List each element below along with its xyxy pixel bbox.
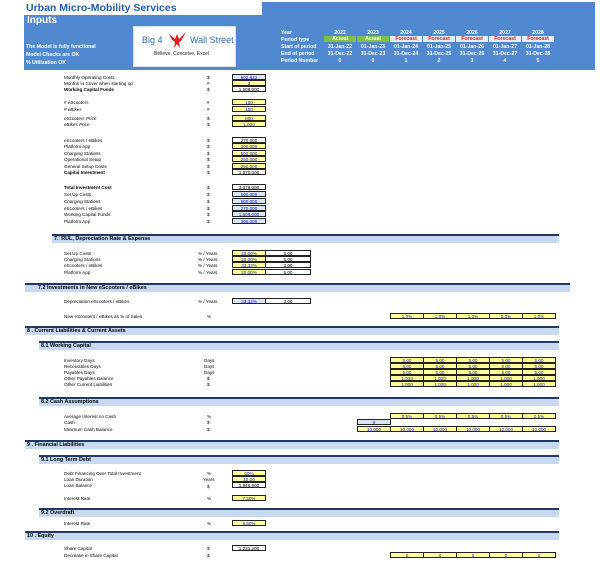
period-type-2024: Forecast bbox=[390, 36, 422, 42]
row-label: Other Current Liabilities bbox=[64, 382, 113, 387]
row-unit: $ bbox=[207, 164, 210, 169]
row-unit: % bbox=[207, 471, 212, 476]
wc-cell[interactable]: 5.00 bbox=[390, 363, 424, 369]
row-label: Months to Cover when starting up bbox=[64, 81, 133, 86]
loan-interest-rate-cell[interactable]: 7.50% bbox=[232, 495, 266, 501]
row-unit: $ bbox=[207, 192, 210, 197]
period-number-2027: 4 bbox=[503, 58, 507, 64]
row-unit: $ bbox=[207, 427, 210, 432]
row-label: eScooters / eBikes bbox=[64, 138, 103, 143]
row-label: Set Up Costs bbox=[64, 192, 92, 197]
row-unit: % bbox=[207, 314, 212, 319]
row-unit: % / Years bbox=[198, 251, 218, 256]
start-2028: 01-Jan-28 bbox=[526, 44, 550, 50]
working-capital-funds-cell[interactable]: 1,508,000 bbox=[232, 86, 266, 92]
new-pct-2025-cell[interactable]: 1.0% bbox=[423, 313, 457, 319]
escooters-ebikes-cost-cell[interactable]: 270,000 bbox=[232, 137, 266, 143]
label-start-period: Start of period bbox=[281, 44, 317, 50]
row-unit: % bbox=[207, 496, 212, 501]
logo-text-right: Wall Street bbox=[190, 35, 234, 45]
row-unit: $ bbox=[207, 546, 210, 551]
row-unit: $ bbox=[207, 185, 210, 190]
rate-cell[interactable]: 33.33% bbox=[232, 262, 266, 268]
row-label: Loan Duration bbox=[64, 477, 93, 482]
wc-cell[interactable]: 1,000 bbox=[423, 375, 457, 381]
row-unit: $ bbox=[207, 122, 210, 127]
escooters-ebikes-total-cell[interactable]: 270,000 bbox=[232, 205, 266, 211]
row-label: Decrease in Share Capital bbox=[64, 553, 118, 558]
min-cash-cell[interactable]: 10,000 bbox=[390, 426, 424, 432]
years-cell[interactable]: 5.00 bbox=[265, 256, 311, 262]
year-2025: 2025 bbox=[433, 30, 445, 36]
row-label: Debt Financing Over Total Investment bbox=[64, 471, 141, 476]
row-label: Minimum Cash Balance bbox=[64, 427, 113, 432]
end-2025: 31-Dec-25 bbox=[426, 51, 452, 57]
row-unit: Days bbox=[204, 358, 215, 363]
platform-app-cell[interactable]: 300,000 bbox=[232, 143, 266, 149]
wc-cell[interactable]: 1,000 bbox=[390, 381, 424, 387]
period-number-2023: 0 bbox=[371, 58, 375, 64]
years-cell[interactable]: 5.00 bbox=[265, 250, 311, 256]
decrease-share-capital-cell[interactable]: 0 bbox=[423, 552, 457, 558]
months-to-cover-cell[interactable]: 3 bbox=[232, 80, 266, 86]
row-label: General Setup Costs bbox=[64, 164, 107, 169]
end-2026: 31-Dec-26 bbox=[459, 51, 485, 57]
min-cash-cell[interactable]: 10,000 bbox=[456, 426, 490, 432]
working-capital-total-cell[interactable]: 1,508,000 bbox=[232, 211, 266, 217]
row-label: New eScooters / eBikes as % of Sales bbox=[64, 314, 143, 319]
period-number-2025: 2 bbox=[437, 58, 441, 64]
row-unit: $ bbox=[207, 420, 210, 425]
wc-cell[interactable]: 1,000 bbox=[489, 381, 523, 387]
row-label: Monthly Operating Costs bbox=[64, 75, 115, 80]
end-2027: 31-Dec-27 bbox=[492, 51, 518, 57]
row-unit: # bbox=[207, 107, 210, 112]
depreciation-rate-cell[interactable]: 33.33% bbox=[232, 298, 266, 304]
opening-cash-cell[interactable]: 0 bbox=[357, 419, 391, 425]
section-10-header: 10 . Equity bbox=[25, 531, 559, 540]
row-label: Interest Rate bbox=[64, 521, 91, 526]
escooters-count-cell[interactable]: 150 bbox=[232, 99, 266, 105]
rate-cell[interactable]: 20.00% bbox=[232, 256, 266, 262]
cash-interest-cell[interactable]: 0.5% bbox=[489, 413, 523, 419]
period-type-2022: Actual bbox=[324, 36, 356, 42]
wc-cell[interactable]: 5.00 bbox=[489, 363, 523, 369]
end-2023: 31-Dec-23 bbox=[360, 51, 386, 57]
label-period-number: Period Number bbox=[281, 58, 319, 64]
company-logo bbox=[133, 26, 236, 67]
row-label: Charging Stations bbox=[64, 257, 101, 262]
section-8-header: 8 . Current Liabilities & Current Assets bbox=[25, 326, 559, 335]
start-2026: 01-Jan-26 bbox=[460, 44, 484, 50]
year-2023: 2023 bbox=[367, 30, 379, 36]
wc-cell[interactable]: 1,000 bbox=[522, 381, 556, 387]
logo-tagline: Believe, Conceive, Excel bbox=[154, 51, 210, 57]
section-7-1-header: 7.' RUL, Depreciation Rate & Expense bbox=[52, 234, 559, 243]
wc-cell[interactable]: 5.00 bbox=[390, 369, 424, 375]
rate-cell[interactable]: 20.00% bbox=[232, 269, 266, 275]
wc-cell[interactable]: 5.00 bbox=[456, 357, 490, 363]
monthly-operating-costs-cell[interactable]: 502,822 bbox=[232, 74, 266, 80]
row-label: # eBikes bbox=[64, 107, 82, 112]
row-unit: % / Years bbox=[198, 299, 218, 304]
status-model-checks: Model Checks are OK bbox=[26, 52, 80, 58]
loan-balance-cell[interactable]: 1,846,800 bbox=[232, 482, 266, 488]
row-unit: $ bbox=[207, 138, 210, 143]
years-cell[interactable]: 5.00 bbox=[265, 269, 311, 275]
year-2022: 2022 bbox=[334, 30, 346, 36]
section-9-2-header: 9.2 Overdraft bbox=[39, 508, 559, 517]
row-label: Charging Stations bbox=[64, 199, 101, 204]
row-unit: $ bbox=[207, 206, 210, 211]
decrease-share-capital-cell[interactable]: 0 bbox=[456, 552, 490, 558]
charging-stations-total-cell[interactable]: 500,000 bbox=[232, 198, 266, 204]
row-label: Receivables Days bbox=[64, 364, 101, 369]
row-unit: % bbox=[207, 414, 212, 419]
row-label: Working Capital Funds bbox=[64, 87, 114, 92]
period-number-2028: 5 bbox=[536, 58, 540, 64]
row-label: eBikes Price bbox=[64, 122, 90, 127]
section-8-1-header: 8.1 Working Capital bbox=[39, 341, 559, 350]
section-7-2-header: 7.2 Investments in New eScooters / eBikes bbox=[25, 283, 570, 292]
sheet-title: Inputs bbox=[27, 15, 57, 26]
ebikes-price-cell[interactable]: 1,000 bbox=[232, 121, 266, 127]
start-2025: 01-Jan-25 bbox=[427, 44, 451, 50]
row-label: Working Capital Funds bbox=[64, 212, 111, 217]
ebikes-count-cell[interactable]: 150 bbox=[232, 106, 266, 112]
decrease-share-capital-cell[interactable]: 0 bbox=[390, 552, 424, 558]
wc-cell[interactable]: 5.00 bbox=[522, 357, 556, 363]
row-unit: $ bbox=[207, 199, 210, 204]
share-capital-cell[interactable]: 1,231,200 bbox=[232, 545, 266, 551]
row-unit: $ bbox=[207, 87, 210, 92]
year-2024: 2024 bbox=[400, 30, 412, 36]
row-label: Platform App bbox=[64, 144, 91, 149]
cash-interest-cell[interactable]: 0.5% bbox=[456, 413, 490, 419]
end-2024: 31-Dec-24 bbox=[393, 51, 419, 57]
row-unit: % / Years bbox=[198, 257, 218, 262]
row-label: eScooters Price bbox=[64, 116, 97, 121]
wc-cell[interactable]: 5.00 bbox=[522, 363, 556, 369]
new-pct-2027-cell[interactable]: 5.0% bbox=[489, 313, 523, 319]
period-number-2022: 0 bbox=[338, 58, 342, 64]
label-period-type: Period type bbox=[281, 37, 310, 43]
company-title: Urban Micro-Mobility Services bbox=[26, 2, 177, 14]
row-unit: % / Years bbox=[198, 263, 218, 268]
start-2022: 31-Jan-22 bbox=[328, 44, 352, 50]
row-unit: $ bbox=[207, 157, 210, 162]
wc-cell[interactable]: 5.00 bbox=[522, 369, 556, 375]
wc-cell[interactable]: 1,000 bbox=[456, 381, 490, 387]
row-label: eScooters / eBikes bbox=[64, 263, 103, 268]
wc-cell[interactable]: 5.00 bbox=[423, 363, 457, 369]
row-label: Inventory Days bbox=[64, 358, 95, 363]
escooters-price-cell[interactable]: 800 bbox=[232, 115, 266, 121]
wc-cell[interactable]: 1,000 bbox=[423, 381, 457, 387]
period-type-2028: Forecast bbox=[522, 36, 554, 42]
eagle-icon bbox=[167, 30, 187, 50]
wc-cell[interactable]: 5.00 bbox=[489, 357, 523, 363]
cash-interest-cell[interactable]: 0.5% bbox=[390, 413, 424, 419]
row-label: Platform App bbox=[64, 270, 91, 275]
row-unit: # bbox=[207, 81, 210, 86]
year-2028: 2028 bbox=[532, 30, 544, 36]
wc-cell[interactable]: 5.00 bbox=[456, 363, 490, 369]
period-type-2025: Forecast bbox=[423, 36, 455, 42]
wc-cell[interactable]: 1,000 bbox=[522, 375, 556, 381]
row-unit: $ bbox=[207, 219, 210, 224]
status-model-functional: The Model is fully functional bbox=[26, 44, 96, 50]
period-type-2027: Forecast bbox=[489, 36, 521, 42]
row-label: Total Investment Cost bbox=[64, 185, 112, 190]
row-label: Cash bbox=[64, 420, 75, 425]
row-unit: % / Years bbox=[198, 270, 218, 275]
status-utilization: % Utilization OK bbox=[26, 60, 67, 66]
capital-investment-cell[interactable]: 1,570,000 bbox=[232, 169, 266, 175]
label-end-period: End of period bbox=[281, 51, 315, 57]
row-label: Loan Balance bbox=[64, 483, 93, 488]
row-label: Interest Rate bbox=[64, 496, 91, 501]
row-unit: Days bbox=[204, 370, 215, 375]
row-label: Charging Stations bbox=[64, 151, 101, 156]
row-unit: $ bbox=[207, 553, 210, 558]
depreciation-years-cell[interactable]: 3.00 bbox=[265, 298, 311, 304]
min-cash-cell[interactable]: 10,000 bbox=[423, 426, 457, 432]
wc-cell[interactable]: 1,000 bbox=[456, 375, 490, 381]
start-2023: 01-Jan-23 bbox=[361, 44, 385, 50]
rate-cell[interactable]: 20.00% bbox=[232, 250, 266, 256]
period-number-2024: 1 bbox=[404, 58, 408, 64]
label-year: Year bbox=[281, 30, 292, 36]
new-pct-2024-cell[interactable]: 1.0% bbox=[390, 313, 424, 319]
min-cash-cell[interactable]: 10,000 bbox=[489, 426, 523, 432]
row-label: eScooters / eBikes bbox=[64, 206, 103, 211]
row-label: Set Up Costs bbox=[64, 251, 92, 256]
start-2024: 01-Jan-24 bbox=[394, 44, 418, 50]
debt-financing-cell[interactable]: 60% bbox=[232, 470, 266, 476]
row-label: Capital Investment bbox=[64, 170, 105, 175]
period-type-2026: Forecast bbox=[456, 36, 488, 42]
row-unit: % bbox=[207, 521, 212, 526]
cash-interest-cell[interactable]: 0.5% bbox=[423, 413, 457, 419]
operational-setup-cell[interactable]: 250,000 bbox=[232, 156, 266, 162]
overdraft-rate-cell[interactable]: 8.50% bbox=[232, 520, 266, 526]
new-pct-2028-cell[interactable]: 1.0% bbox=[522, 313, 556, 319]
row-label: Platform App bbox=[64, 219, 91, 224]
logo-text-left: Big 4 bbox=[142, 35, 163, 45]
row-unit: Years bbox=[203, 477, 215, 482]
period-type-2023: Actual bbox=[357, 36, 389, 42]
wc-cell[interactable]: 1,000 bbox=[390, 375, 424, 381]
new-pct-2026-cell[interactable]: 1.0% bbox=[456, 313, 490, 319]
row-label: Operational Setup bbox=[64, 157, 102, 162]
min-cash-cell[interactable]: 10,000 bbox=[357, 426, 391, 432]
row-label: Depreciation eScooters / eBikes bbox=[64, 299, 130, 304]
row-unit: $ bbox=[207, 151, 210, 156]
row-label: Average Interest on Cash bbox=[64, 414, 117, 419]
decrease-share-capital-cell[interactable]: 0 bbox=[489, 552, 523, 558]
wc-cell[interactable]: 5.00 bbox=[456, 369, 490, 375]
row-unit: $ bbox=[207, 144, 210, 149]
end-2022: 31-Dec-22 bbox=[327, 51, 353, 57]
row-unit: $ bbox=[207, 376, 210, 381]
section-9-1-header: 9.1 Long Term Debt bbox=[39, 455, 559, 464]
wc-cell[interactable]: 5.00 bbox=[489, 369, 523, 375]
years-cell[interactable]: 3.00 bbox=[265, 262, 311, 268]
row-label: Other Payables Balance bbox=[64, 376, 114, 381]
decrease-share-capital-cell[interactable]: 0 bbox=[522, 552, 556, 558]
start-2027: 01-Jan-27 bbox=[493, 44, 517, 50]
min-cash-cell[interactable]: 10,000 bbox=[522, 426, 556, 432]
cash-interest-cell[interactable]: 0.5% bbox=[522, 413, 556, 419]
section-9-header: 9 . Financial Liabilities bbox=[25, 440, 559, 449]
platform-app-total-cell[interactable]: 300,000 bbox=[232, 218, 266, 224]
row-unit: $ bbox=[207, 212, 210, 217]
row-unit: $ bbox=[207, 116, 210, 121]
year-2027: 2027 bbox=[499, 30, 511, 36]
setup-costs-cell[interactable]: 500,000 bbox=[232, 191, 266, 197]
end-2028: 31-Dec-28 bbox=[525, 51, 551, 57]
loan-duration-cell[interactable]: 10.00 bbox=[232, 476, 266, 482]
row-unit: # bbox=[207, 100, 210, 105]
wc-cell[interactable]: 5.00 bbox=[423, 357, 457, 363]
period-number-2026: 3 bbox=[470, 58, 474, 64]
year-2026: 2026 bbox=[466, 30, 478, 36]
section-8-2-header: 8.2 Cash Assumptions bbox=[39, 397, 559, 406]
row-unit: Days bbox=[204, 364, 215, 369]
row-unit: $ bbox=[207, 75, 210, 80]
row-unit: $ bbox=[207, 484, 210, 489]
row-unit: $ bbox=[207, 170, 210, 175]
row-label: # eScooters bbox=[64, 100, 89, 105]
wc-cell[interactable]: 5.00 bbox=[390, 357, 424, 363]
row-unit: $ bbox=[207, 382, 210, 387]
general-setup-costs-cell[interactable]: 250,000 bbox=[232, 163, 266, 169]
wc-cell[interactable]: 5.00 bbox=[423, 369, 457, 375]
charging-stations-cell[interactable]: 500,000 bbox=[232, 150, 266, 156]
total-investment-cost-cell[interactable]: 3,078,000 bbox=[232, 184, 266, 190]
row-label: Payables Days bbox=[64, 370, 95, 375]
row-label: Share Capital bbox=[64, 546, 92, 551]
wc-cell[interactable]: 1,000 bbox=[489, 375, 523, 381]
